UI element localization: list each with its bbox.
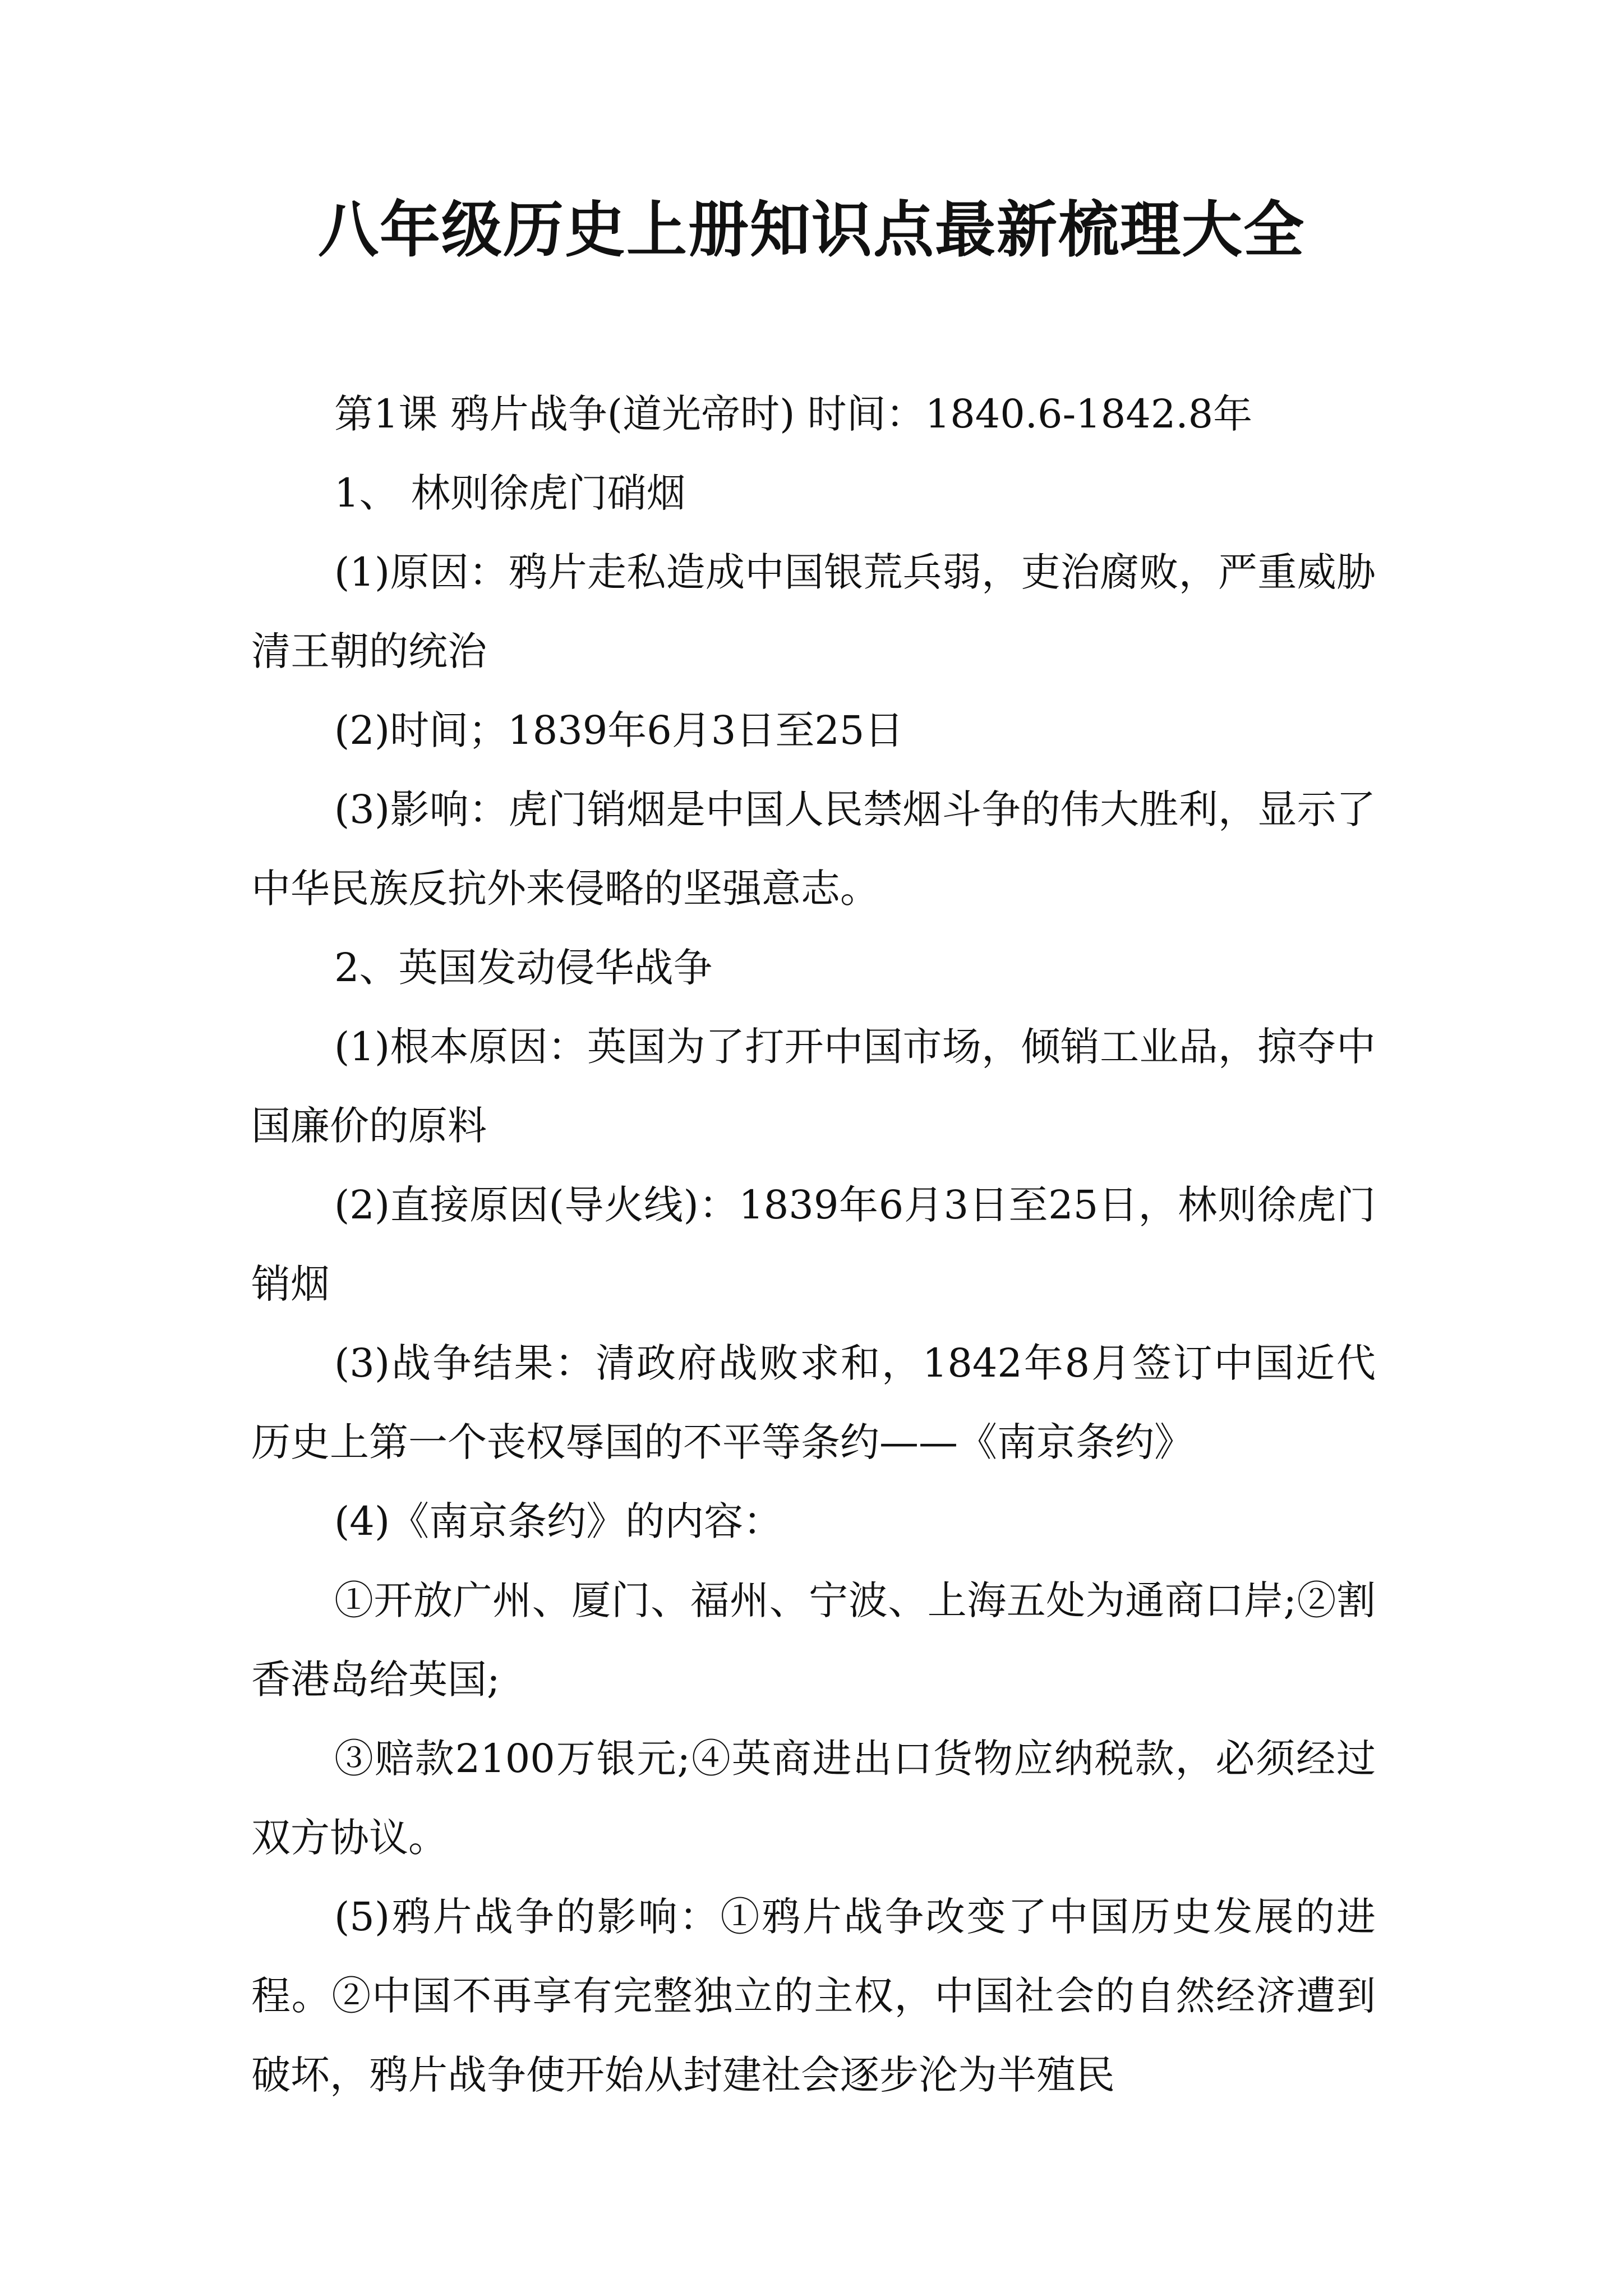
paragraph-root-cause: (1)根本原因：英国为了打开中国市场，倾销工业品，掠夺中国廉价的原料 — [251, 1024, 1376, 1149]
paragraph-cause: (1)原因：鸦片走私造成中国银荒兵弱，吏治腐败，严重威胁清王朝的统治 — [251, 549, 1376, 674]
lesson-heading: 第1课 鸦片战争(道光帝时) 时间：1840.6-1842.8年 — [334, 391, 1253, 437]
document-body — [251, 375, 1376, 2115]
paragraph-treaty-items-2: ③赔款2100万银元;④英商进出口货物应纳税款，必须经过双方协议。 — [251, 1736, 1376, 1861]
document-title: 八年级历史上册知识点最新梳理大全 — [317, 195, 1305, 265]
paragraph-war-influence: (5)鸦片战争的影响：①鸦片战争改变了中国历史发展的进程。②中国不再享有完整独立的主权，中国社会的自然经济遭到破坏，鸦片战争使开始从封建社会逐步沦为半殖民 — [251, 1894, 1376, 2098]
section-heading-2: 2、英国发动侵华战争 — [334, 945, 713, 991]
paragraph-war-result: (3)战争结果：清政府战败求和，1842年8月签订中国近代历史上第一个丧权辱国的不平等条约——《南京条约》 — [251, 1340, 1376, 1465]
paragraph-time: (2)时间；1839年6月3日至25日 — [334, 707, 904, 753]
paragraph-treaty-items-1: ①开放广州、厦门、福州、宁波、上海五处为通商口岸;②割香港岛给英国; — [251, 1577, 1376, 1703]
paragraph-impact: (3)影响：虎门销烟是中国人民禁烟斗争的伟大胜利，显示了中华民族反抗外来侵略的坚强意志。 — [251, 786, 1376, 912]
paragraph-direct-cause: (2)直接原因(导火线)：1839年6月3日至25日，林则徐虎门销烟 — [251, 1182, 1376, 1307]
paragraph-treaty-content-heading: (4)《南京条约》的内容： — [334, 1498, 783, 1544]
section-heading-1: 1、 林则徐虎门硝烟 — [334, 470, 686, 516]
